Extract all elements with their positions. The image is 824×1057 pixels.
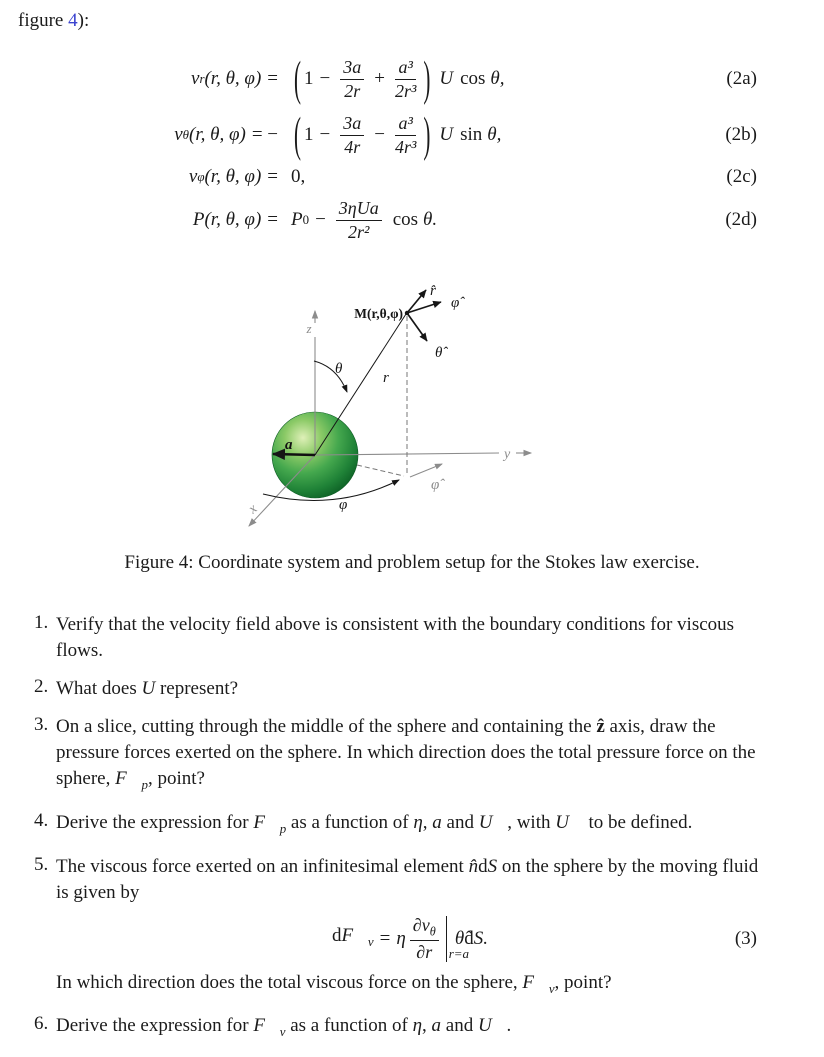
eq2a-lhs: v r (r, θ, φ) = [191,68,278,89]
equation-number: (2a) [726,68,757,89]
text-segment: ẑ [596,716,605,737]
text-segment: to be defined. [583,811,693,833]
y-axis-label: y [504,447,511,462]
item-number: 4. [34,809,49,831]
radius-arrow [273,454,315,455]
theta-hat-arrow [407,313,427,341]
phi-hat-plane-label: φ̂ [431,477,440,493]
left-paren: ( [294,106,301,162]
fraction: $\frac{\text{a³}}{\text{4r³}}$ [394,113,417,157]
fraction: $\frac{3a}{2r}$ [340,57,364,100]
phi-hat-plane-arrow [410,464,442,477]
evaluation-bar: r=a [446,916,447,962]
r-hat-label: r̂ [430,283,436,299]
text-segment: figure [18,10,69,31]
equation-2a [0,52,824,106]
list-item [34,854,764,1002]
text-segment: What does [56,678,142,699]
item-text [56,612,764,664]
item-text [56,854,764,1002]
text-segment: , point? [147,768,205,789]
item-text [56,810,764,842]
fraction: $\frac{\partial v_\theta}{\partial r}$ [410,915,439,962]
text-segment: On a slice, cutting through the middle of the sphere and containing the [56,716,597,737]
text-segment: , with [507,811,556,833]
item-number: 1. [34,612,49,633]
text-segment: , [422,1015,432,1037]
eq2d-lhs: P (r, θ, φ) = [192,209,278,230]
z-axis-label: z [306,321,312,336]
eq2a-rhs: ( 1 − $\frac{3a}{2r}$ + $\frac{\text{a³}}{\text{2r³}}$ ) U cos θ, [294,50,505,106]
equation-block [0,52,824,246]
text-segment: $F⃗_v$ [253,1015,286,1040]
list-item [34,676,764,702]
list-item [34,1013,764,1045]
right-paren: ) [423,106,431,162]
text-segment: U⃗ [555,811,584,833]
left-paren: ( [294,50,301,106]
eq2b-rhs: ( 1 − $\frac{3a}{4r}$ − $\frac{\text{a³}}{\text{4r³}}$ ) U sin θ, [294,106,502,162]
theta-label: θ [335,361,343,377]
point-M-label: M(r,θ,φ) [354,306,403,321]
x-axis-label: x [245,501,261,518]
item-number: 6. [34,1013,49,1035]
text-segment: η [412,1015,423,1037]
phi-label: φ [339,497,348,513]
item-number: 2. [34,676,49,697]
item-number: 5. [34,853,49,875]
equation-number: (3) [734,927,757,949]
text-segment: $F⃗_v$ [522,971,555,996]
text-segment: In which direction does the total viscous force on the sphere, [56,971,523,993]
equation-3: $dF⃗_v$ = η $\frac{\partial v_\theta}{\partial r}$ r=a θ̂ d S. (3) [332,914,757,963]
text-segment: Derive the expression for [56,811,254,833]
text-segment: as a function of [286,811,414,833]
text-segment: on the sphere by the moving fluid is given by [56,855,759,903]
text-segment: η [413,811,423,833]
list-item [34,810,764,842]
text-segment: $F⃗_p$ [115,768,148,792]
point-M-dot [405,311,409,315]
phi-hat-label: φ̂ [451,295,460,311]
equation-2d [0,194,824,246]
projection-dashed-line [357,465,404,476]
text-segment: and [441,1015,478,1037]
eq2c-lhs: v φ (r, θ, φ) = [188,166,278,187]
item-text [56,714,764,798]
text-segment: and [441,811,479,833]
item-text [56,676,764,702]
r-line [315,314,406,455]
item5-intro [56,854,764,906]
equation-2c [0,164,824,190]
fraction: $\frac{\text{a³}}{\text{2r³}}$ [394,57,417,101]
item-number: 3. [34,714,49,735]
item-text [56,1013,764,1045]
text-segment: d [478,855,488,877]
eq2c-rhs: 0, [291,166,306,187]
text-segment: $F⃗_p$ [253,811,287,836]
list-item [34,612,764,664]
text-segment: Derive the expression for [56,1015,254,1037]
list-item [34,714,764,798]
equation-number: (2d) [725,209,757,230]
item5-question [56,970,764,1002]
eq2b-lhs: v θ (r, θ, φ) = − [174,124,278,145]
right-paren: ) [423,50,431,106]
fraction: $\frac{3a}{4r}$ [340,113,364,156]
text-segment: , point? [554,971,612,993]
figure-svg [233,281,663,541]
r-label: r [383,370,389,386]
text-segment: Verify that the velocity field above is consistent with the boundary conditions for viscous flows. [56,614,735,661]
equation-number: (2c) [726,166,757,187]
equation-number: (2b) [725,124,757,145]
text-segment: ): [77,10,90,31]
text-segment: The viscous force exerted on an infinitesimal element [56,855,469,877]
text-segment: S [487,855,498,877]
text-segment: n̂ [468,855,479,877]
text-segment: U⃗ [477,1015,507,1037]
theta-hat-label: θ̂ [435,345,443,361]
text-segment: axis, draw the pressure forces exerted on the sphere. In which direction does the total pressure force on the sphere, [56,716,756,789]
text-segment: represent? [155,678,239,699]
text-segment: U⃗ [478,811,508,833]
text-segment: a [431,1015,442,1037]
radius-label: a [285,437,293,453]
coordinate-figure [233,281,663,547]
intro-line [18,10,89,32]
figure-caption: Figure 4: Coordinate system and problem setup for the Stokes law exercise. [124,552,700,573]
text-segment: , [422,811,433,833]
fraction: $\frac{\text{3ηUa}}{\text{2r²}}$ [336,198,382,241]
text-segment: a [432,811,442,833]
text-segment: . [506,1015,512,1037]
text-segment: U [141,678,156,699]
figure-ref-link[interactable]: 4 [68,10,78,31]
eq2d-rhs: P 0 − $\frac{\text{3ηUa}}{\text{2r²}}$ cos θ. [291,198,438,242]
exercise-list [34,612,764,1057]
text-segment: as a function of [285,1015,413,1037]
equation-2b [0,106,824,164]
